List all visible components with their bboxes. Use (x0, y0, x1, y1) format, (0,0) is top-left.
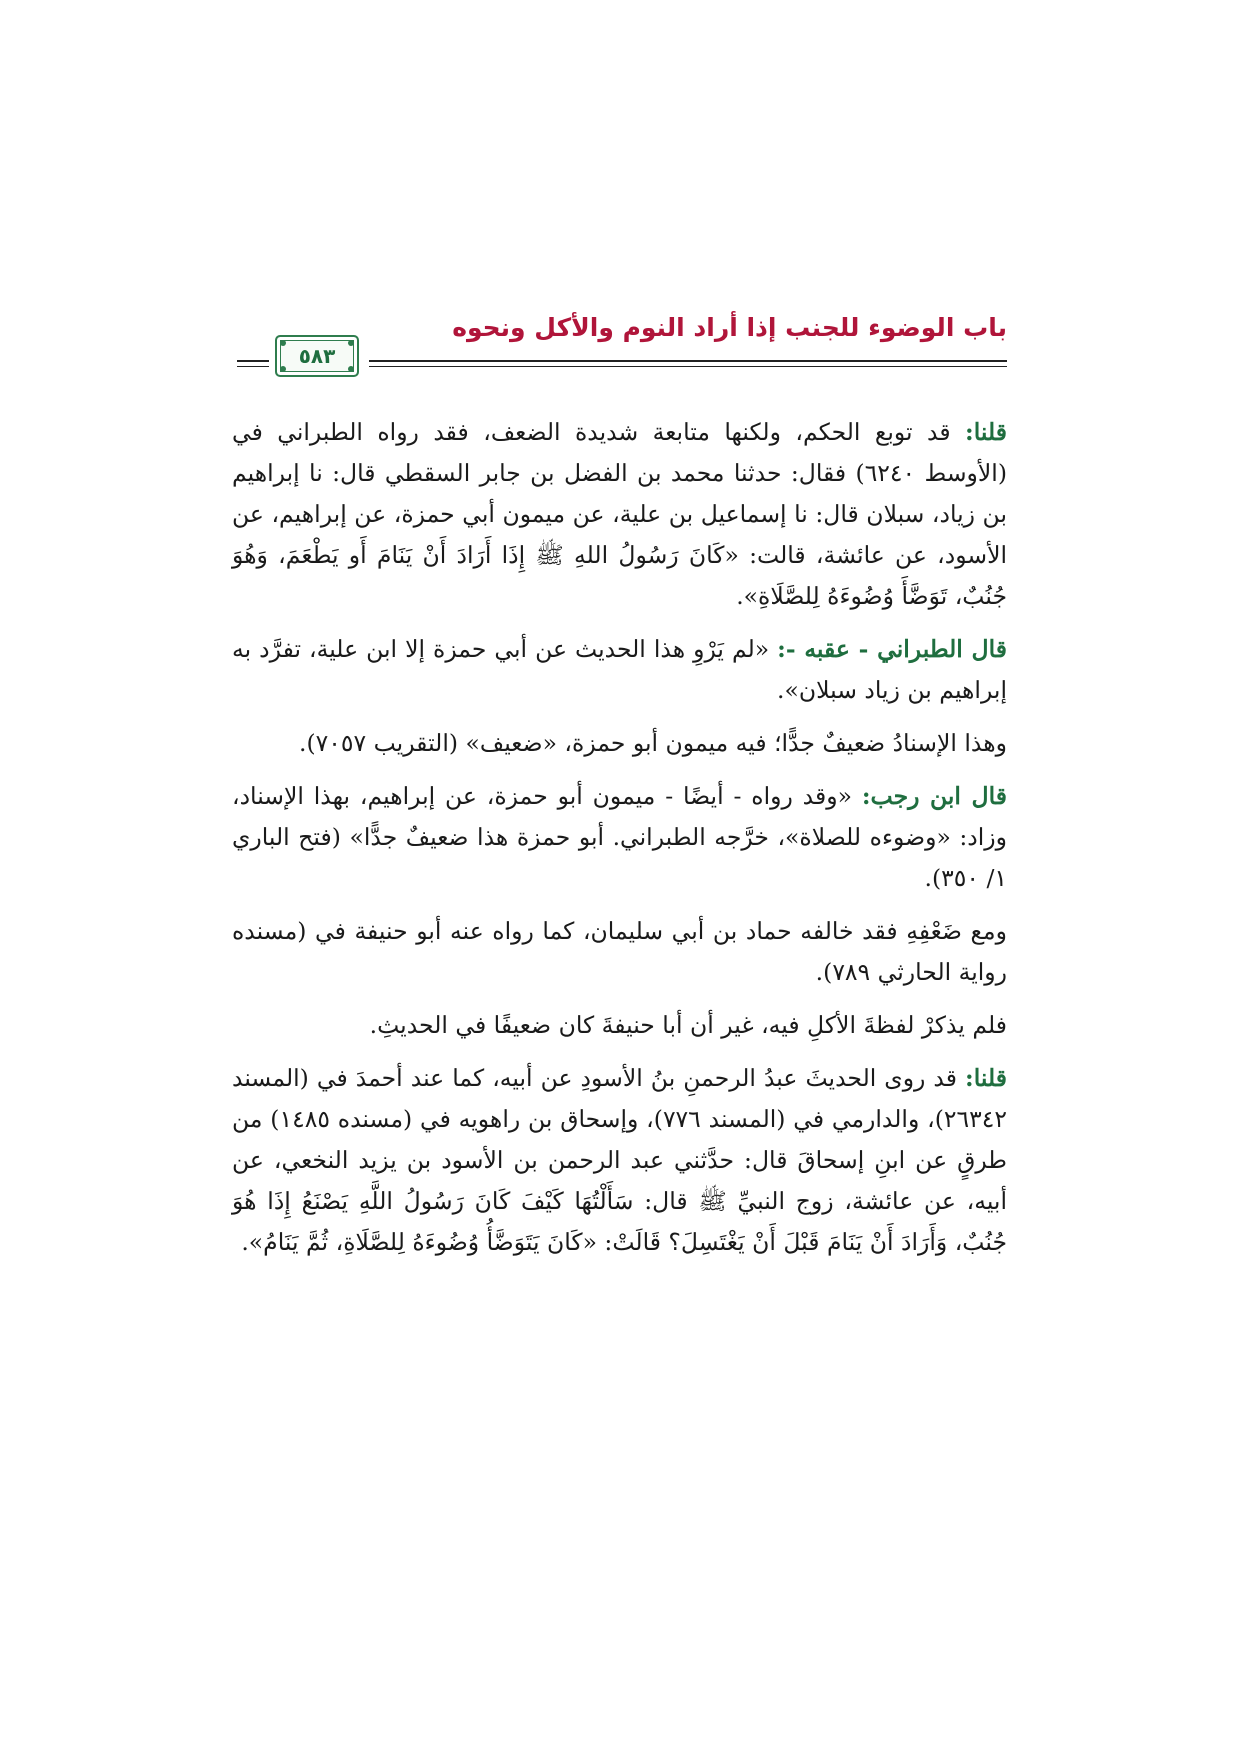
page-number-frame (275, 335, 359, 377)
ornament-dot (348, 366, 354, 372)
main-text (232, 412, 1007, 1275)
header-rule-top (369, 360, 1007, 362)
paragraph-label: قال ابن رجب: (861, 782, 1008, 810)
header-rule-left-top (237, 360, 269, 362)
page-header (237, 313, 1007, 383)
chapter-title: باب الوضوء للجنب إذا أراد النوم والأكل ونحوه (452, 313, 1007, 342)
paragraph-label: قلنا: (965, 1064, 1007, 1092)
paragraph-label: قال الطبراني - عقبه -: (777, 635, 1007, 663)
paragraph-text: ومع ضَعْفِهِ فقد خالفه حماد بن أبي سليمان، كما رواه عنه أبو حنيفة في (مسنده رواية الحارثي ٧٨٩). (232, 917, 1007, 986)
ornament-dot (280, 366, 286, 372)
paragraph-label: قلنا: (965, 418, 1007, 446)
paragraph (232, 1005, 1007, 1046)
paragraph (232, 412, 1007, 617)
paragraph-text: وهذا الإسنادُ ضعيفٌ جدًّا؛ فيه ميمون أبو حمزة، «ضعيف» (التقريب ٧٠٥٧). (298, 729, 1007, 757)
ornament-dot (280, 340, 286, 346)
paragraph (232, 1058, 1007, 1263)
paragraph (232, 776, 1007, 899)
paragraph (232, 723, 1007, 764)
header-rule-bottom (369, 366, 1007, 367)
header-rule-left-bottom (237, 366, 269, 367)
paragraph-text: «لم يَرْوِ هذا الحديث عن أبي حمزة إلا ابن علية، تفرَّد به إبراهيم بن زياد سبلان». (232, 635, 1007, 704)
paragraph-text: قد روى الحديثَ عبدُ الرحمنِ بنُ الأسودِ عن أبيه، كما عند أحمدَ في (المسند ٢٦٣٤٢)، والدارمي في (المسند ٧٧٦)، وإسحاق بن راهويه في (مسنده ١٤٨٥) من طرقٍ عن ابنِ إسحاقَ قال: حدَّثني عبد الرحمن بن الأسود بن يزيد النخعي، عن أبيه، عن عائشة، زوج النبيِّ ﷺ قال: سَأَلْتُهَا كَيْفَ كَانَ رَسُولُ اللَّهِ يَصْنَعُ إِذَا هُوَ جُنُبٌ، وَأَرَادَ أَنْ يَنَامَ قَبْلَ أَنْ يَغْتَسِلَ؟ قَالَتْ: «كَانَ يَتَوَضَّأُ وُضُوءَهُ لِلصَّلَاةِ، ثُمَّ يَنَامُ». (232, 1064, 1007, 1256)
paragraph-text: «وقد رواه - أيضًا - ميمون أبو حمزة، عن إبراهيم، بهذا الإسناد، وزاد: «وضوءه للصلاة»، خرَّجه الطبراني. أبو حمزة هذا ضعيفٌ جدًّا» (فتح الباري ١/ ٣٥٠). (232, 782, 1007, 892)
paragraph (232, 911, 1007, 993)
page-number: ٥٨٣ (298, 344, 336, 368)
paragraph-text: فلم يذكرْ لفظةَ الأكلِ فيه، غير أن أبا حنيفةَ كان ضعيفًا في الحديثِ. (369, 1011, 1007, 1039)
ornament-dot (348, 340, 354, 346)
paragraph-text: قد توبع الحكم، ولكنها متابعة شديدة الضعف، فقد رواه الطبراني في (الأوسط ٦٢٤٠) فقال: حدثنا محمد بن الفضل بن جابر السقطي قال: نا إبراهيم بن زياد، سبلان قال: نا إسماعيل بن علية، عن ميمون أبي حمزة، عن إبراهيم، عن الأسود، عن عائشة، قالت: «كَانَ رَسُولُ اللهِ ﷺ إِذَا أَرَادَ أَنْ يَنَامَ أَو يَطْعَمَ، وَهُوَ جُنُبٌ، تَوَضَّأَ وُضُوءَهُ لِلصَّلَاةِ». (232, 418, 1007, 610)
paragraph (232, 629, 1007, 711)
